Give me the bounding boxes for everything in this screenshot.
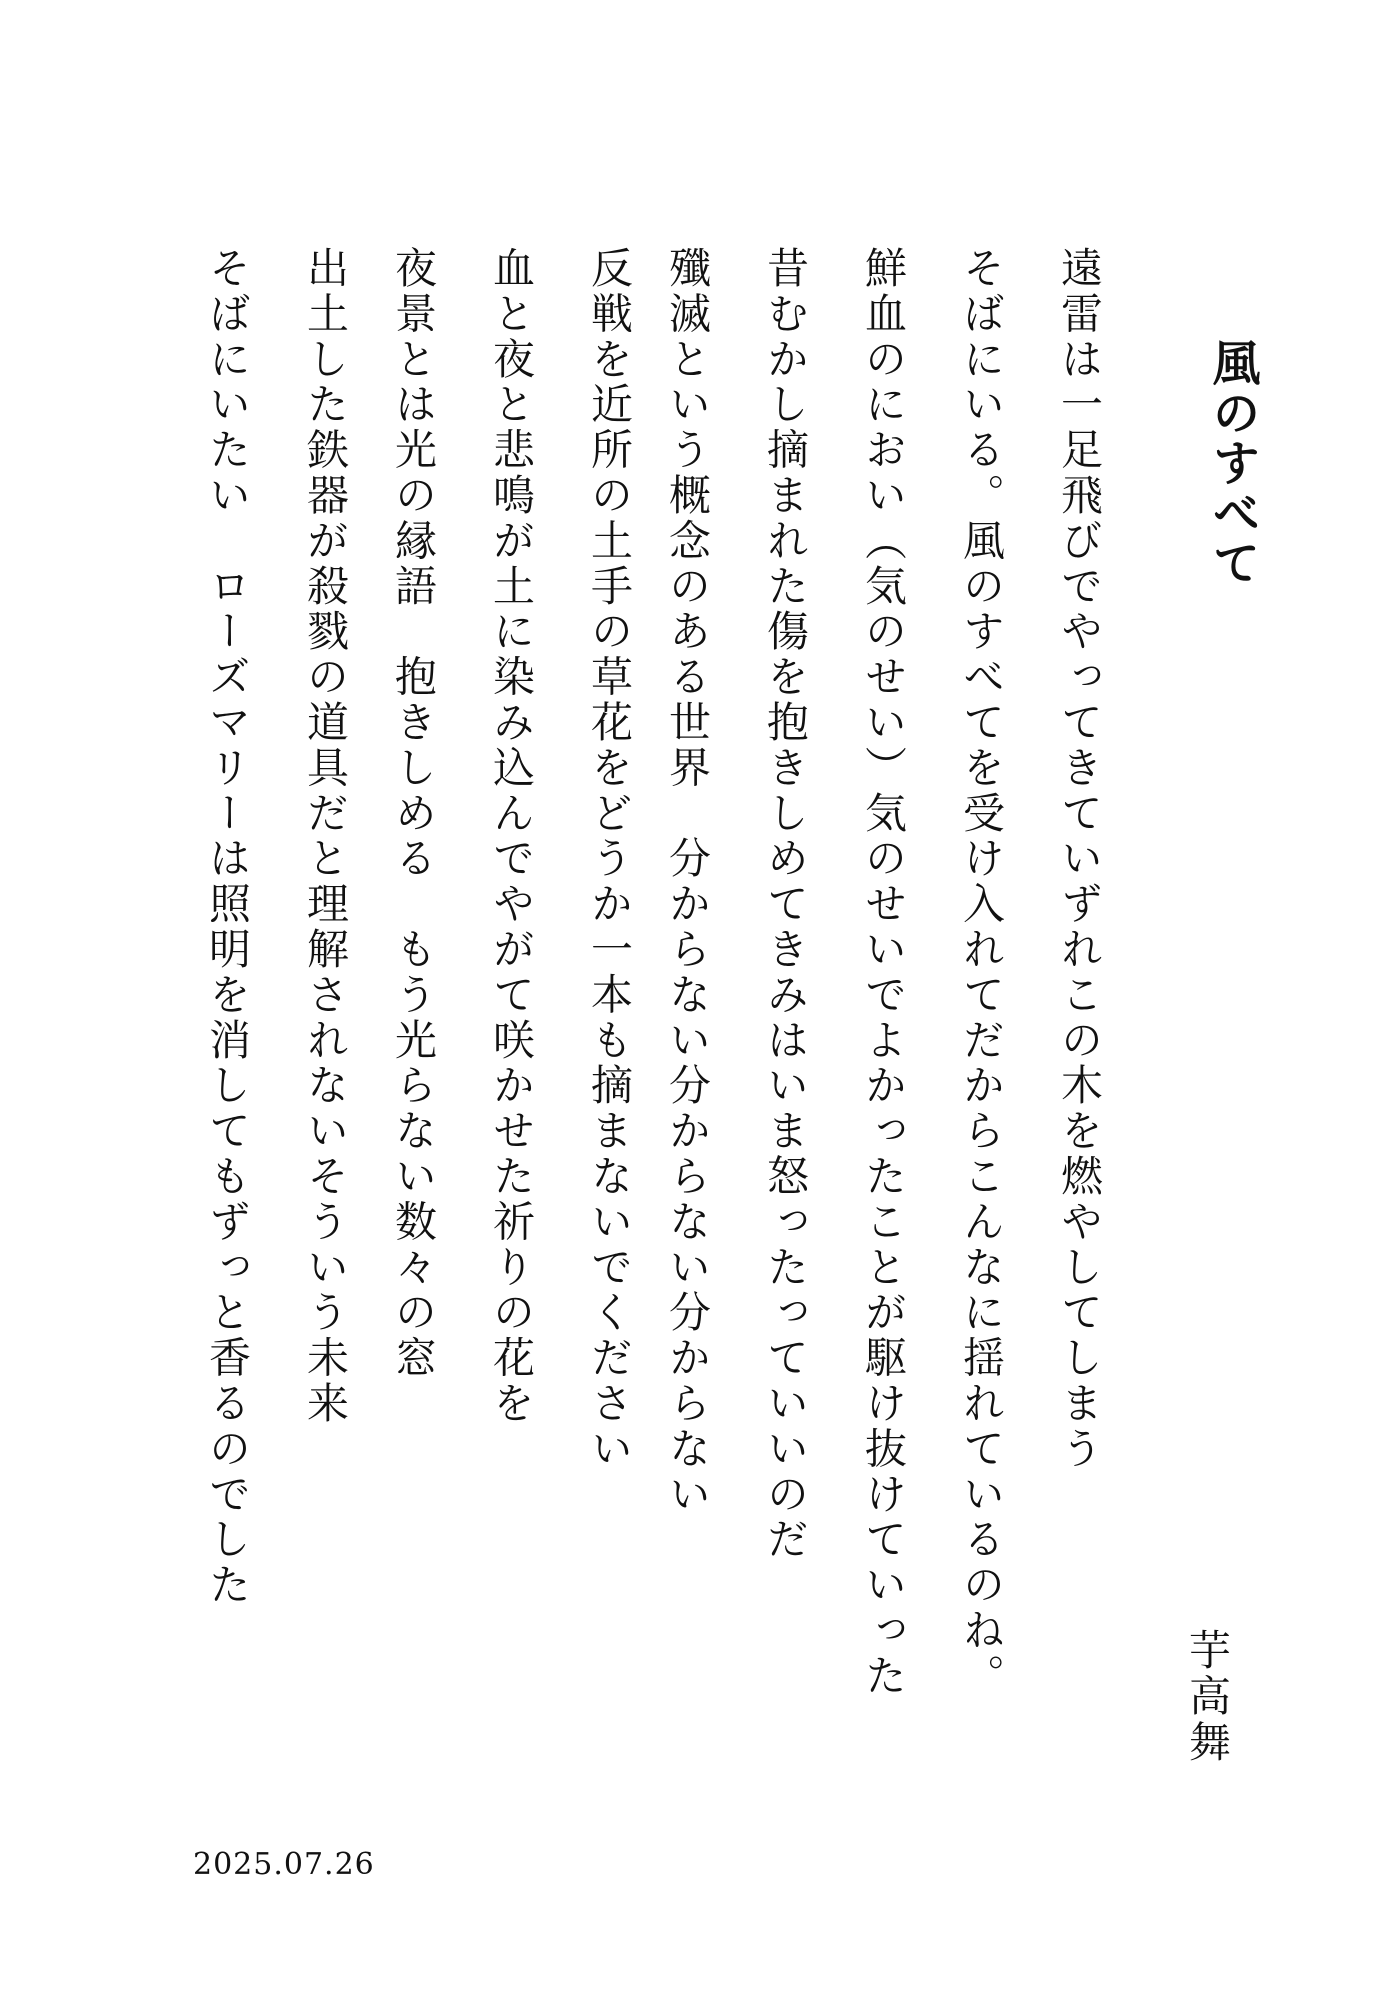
poem-line-6: 反戦を近所の土手の草花をどうか一本も摘まないでください — [585, 246, 634, 1472]
poem-title: 風のすべて — [1204, 338, 1260, 588]
poem-line-3: 鮮血のにおい（気のせい）気のせいでよかったことが駆け抜けていった — [859, 246, 908, 1699]
poem-line-8: 夜景とは光の縁語 抱きしめる もう光らない数々の窓 — [389, 246, 438, 1381]
poem-line-7: 血と夜と悲鳴が土に染み込んでやがて咲かせた祈りの花を — [487, 246, 536, 1427]
poem-line-4: 昔むかし摘まれた傷を抱きしめてきみはいま怒ったっていいのだ — [761, 246, 810, 1563]
poem-line-1: 遠雷は一足飛びでやってきていずれこの木を燃やしてしまう — [1055, 246, 1104, 1472]
poem-line-2: そばにいる。風のすべてを受け入れてだからこんなに揺れているのね。 — [957, 246, 1006, 1699]
poem-date: 2025.07.26 — [193, 1847, 375, 1882]
author-name: 芋高舞 — [1183, 1628, 1232, 1766]
poem-line-5: 殲滅という概念のある世界 分からない分からない分からない — [663, 246, 712, 1518]
poem-line-10: そばにいたい ローズマリーは照明を消してもずっと香るのでした — [203, 246, 252, 1608]
poem-line-9: 出土した鉄器が殺戮の道具だと理解されないそういう未来 — [301, 246, 350, 1427]
